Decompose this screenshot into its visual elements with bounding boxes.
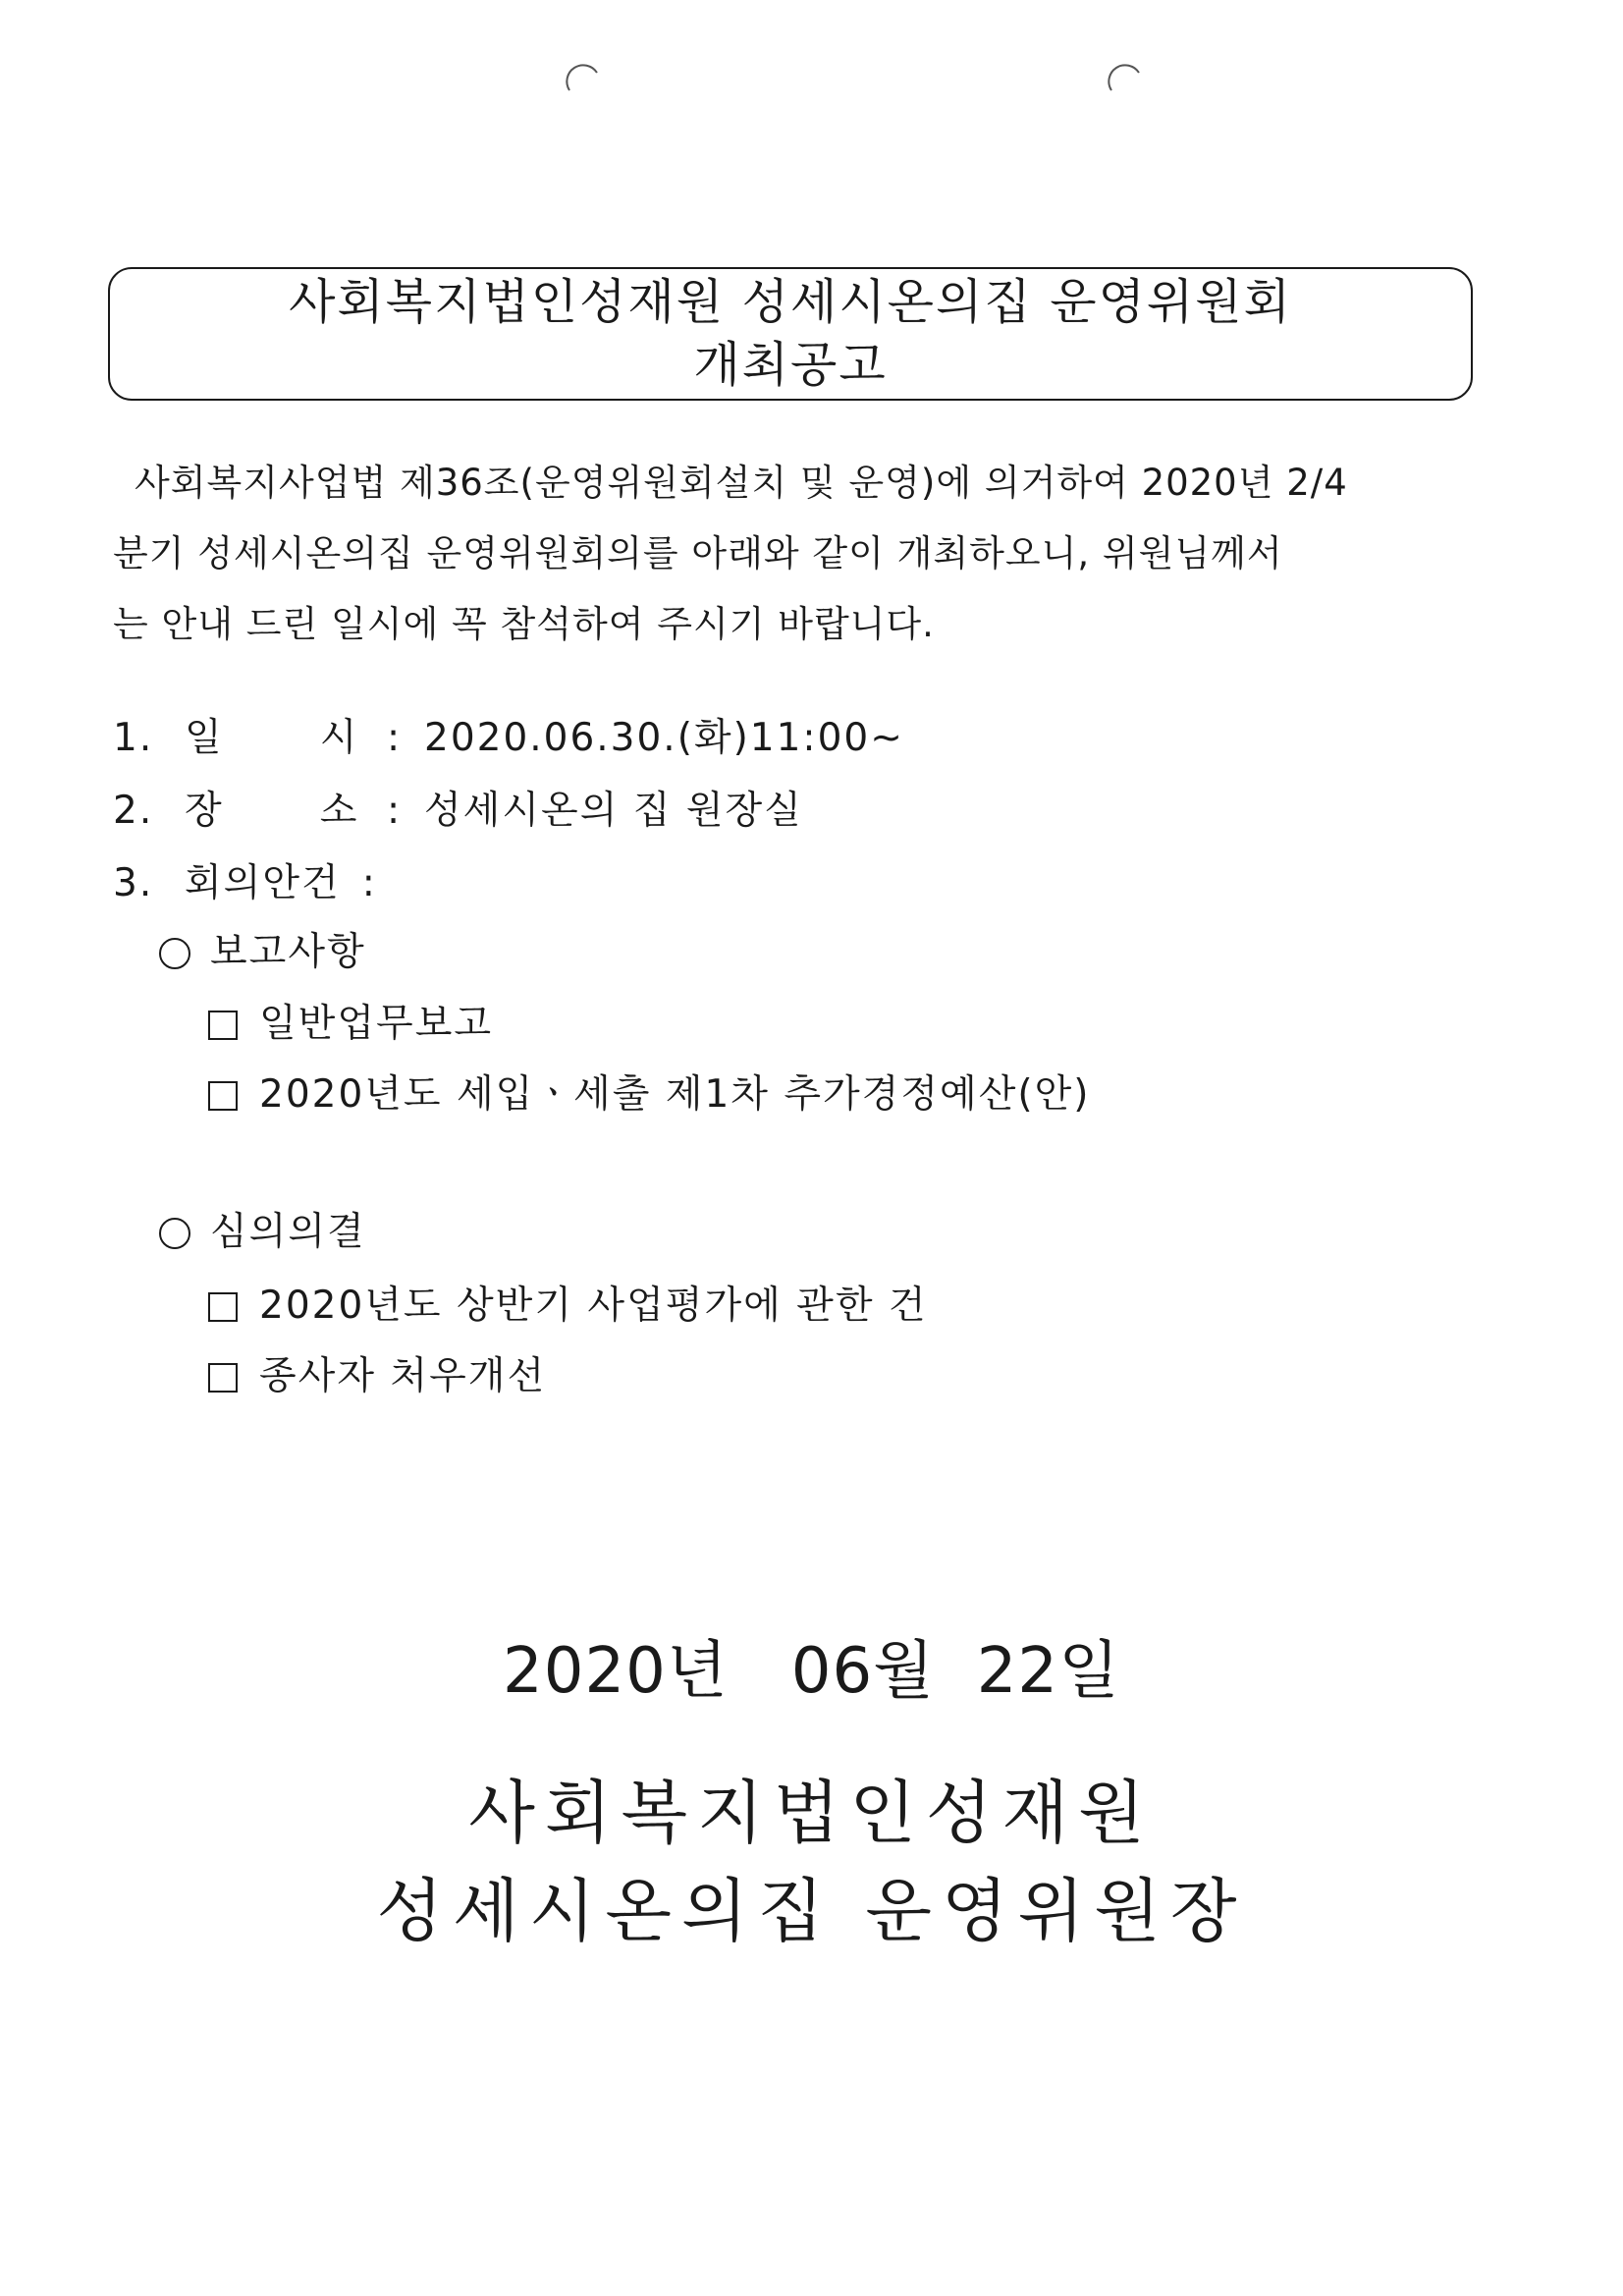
report-heading [159,928,366,977]
checkbox-icon [208,1081,238,1111]
resolution-item [208,1352,546,1401]
item-value: 2020.06.30.(화)11:00~ [424,716,904,760]
item-label-part: 일 [185,716,222,760]
report-item-text: 2020년도 세입ㆍ세출 제1차 추가경정예산(안) [259,1072,1091,1117]
title-box [108,267,1473,401]
circle-bullet-icon [159,1218,190,1249]
item-number: 3. [113,861,154,905]
resolution-heading [159,1208,366,1257]
item-label: 회의안건 [185,861,341,905]
title-line-2: 개최공고 [693,337,888,393]
item-colon: : [361,861,377,905]
item-label [185,714,387,763]
report-item-text: 일반업무보고 [259,1002,494,1046]
punch-hole-left [564,57,603,96]
item-value: 성세시온의 집 원장실 [424,789,803,833]
intro-line-3: 는 안내 드린 일시에 꼭 참석하여 주시기 바랍니다. [113,603,935,645]
title-line-1: 사회복지법인성재원 성세시온의집 운영위원회 [289,274,1292,330]
item-label [185,787,387,836]
committee-chair: 성세시온의집 운영위원장 [376,1871,1247,1951]
item-colon: : [387,716,403,760]
item-agenda [113,859,377,908]
item-colon: : [387,789,403,833]
item-datetime [113,714,904,763]
item-location [113,787,803,836]
checkbox-icon [208,1292,238,1322]
item-label-part: 소 [319,789,357,833]
report-item [208,1070,1090,1120]
report-heading-text: 보고사항 [210,930,366,974]
resolution-item-text: 종사자 처우개선 [259,1354,547,1398]
item-label-part: 장 [185,789,222,833]
resolution-item-text: 2020년도 상반기 사업평가에 관한 건 [259,1284,928,1328]
item-number: 1. [113,716,154,760]
item-label-part: 시 [319,716,357,760]
notice-date: 2020년 06월 22일 [503,1635,1120,1708]
checkbox-icon [208,1363,238,1393]
punch-hole-right [1106,57,1145,96]
report-item [208,1000,493,1049]
resolution-item [208,1282,928,1331]
circle-bullet-icon [159,938,190,969]
item-number: 2. [113,789,154,833]
checkbox-icon [208,1011,238,1040]
intro-line-2: 분기 성세시온의집 운영위원회의를 아래와 같이 개최하오니, 위원님께서 [113,532,1283,574]
intro-line-1: 사회복지사업법 제36조(운영위원회설치 및 운영)에 의거하여 2020년 2/4 [135,462,1348,504]
organization-name: 사회복지법인성재원 [468,1773,1155,1853]
resolution-heading-text: 심의의결 [210,1210,366,1254]
intro-paragraph [113,448,1527,660]
